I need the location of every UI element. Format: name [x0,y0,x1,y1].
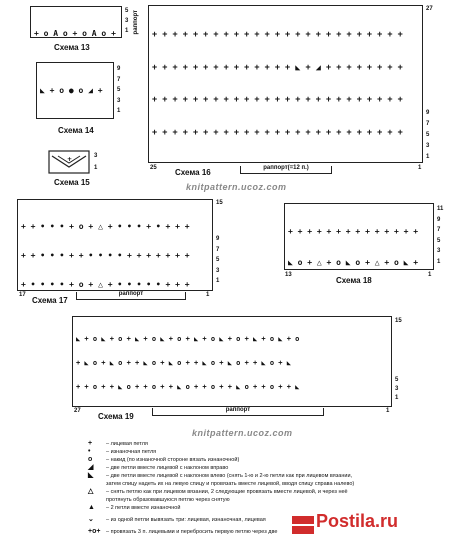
row-number: 11 [437,206,444,212]
row-number: 9 [117,66,121,72]
chart-15-row-numbers [94,150,97,174]
rapport-label: раппорт [225,407,251,413]
chart-18-row: + + + + + + + + + + + + + + [288,226,419,236]
postila-logo [292,511,452,541]
row-number: 1 [117,108,121,114]
chart-13-title: Схема 13 [54,43,90,52]
chart-17-left-stitch-number: 17 [19,292,26,298]
svg-text:+: + [67,156,73,163]
row-number: 5 [216,257,220,263]
chart-19-right-stitch-number: 1 [386,408,390,414]
legend-text: – 2 петли вместе изнаночной [106,505,181,511]
row-number: 1 [437,258,441,265]
row-number: 1 [395,395,399,401]
row-number: 5 [395,377,399,383]
legend-text: – из одной петли вывязать три: лицевая, изнаночная, лицевая [106,517,266,523]
chart-15-symbol [48,150,90,174]
chart-16-title: Схема 16 [175,168,211,177]
legend-text: – изнаночная петля [106,449,157,455]
row-number: 1 [94,165,98,171]
chart-17-top-row-number: 15 [216,200,223,206]
chart-18-right-stitch-number: 1 [428,272,432,278]
row-number: 9 [426,110,430,116]
row-number: 3 [117,97,121,104]
chart-17-row: + + • • • + o + △ + • • • + • + + + [21,221,190,231]
chart-13-rapport: раппорт [133,10,139,35]
chart-16-row: + + + + + + + + + + + + + + + + + + + + + + + + + [152,29,403,40]
k2tog-right-icon: ◢ [88,464,94,471]
chart-17 [17,199,213,291]
rapport-label: раппорт [118,291,144,297]
chart-19-row-numbers [395,376,398,403]
legend-item [88,440,356,448]
chart-19-title: Схема 19 [98,412,134,421]
row-number: 3 [216,267,220,274]
legend-item [88,448,356,456]
row-number: 5 [426,132,430,138]
yarn-over-icon: o [88,456,93,463]
row-number: 5 [125,8,129,14]
row-number: 3 [426,143,430,149]
chart-14-row: ◣ + o ● o ◢ + [40,86,103,95]
chart-19-rapport [152,408,324,416]
watermark-2: knitpattern.ucoz.com [192,428,293,438]
legend-text: – лицевая петля [106,441,148,447]
chart-14-title: Схема 14 [58,126,94,135]
legend-text: – накид (по изнаночной стороне вязать изнаночной) [106,457,240,463]
chart-18 [284,203,434,270]
chart-18-left-stitch-number: 13 [285,272,292,278]
legend-item [88,464,356,472]
logo-bar-icon [292,526,314,534]
row-number: 7 [437,227,441,234]
p2tog-icon: ▲ [88,504,95,511]
chart-15 [48,150,90,174]
chart-17-row: + • • • • + o + △ + • • • • • + + + [21,280,190,290]
chart-19-row: + + o + + ◣ o + + o + + ◣ o + + o + + ◣ o + + o + + ◣ [76,383,300,391]
legend-item [88,488,356,504]
legend-text: – снять петлю как при лицевом вязании, 2 следующие провязать вместе лицевой, и через неё протянуть образовавшуюся петлю через снятую [106,489,348,503]
row-number: 3 [125,18,129,24]
row-number: 3 [94,153,98,159]
chart-14 [36,62,114,119]
chart-16-row: + + + + + + + + + + + + + + + + + + + + + + + + + [152,95,403,106]
chart-19-top-row-number: 15 [395,318,402,324]
knit-stitch-icon: + [88,440,93,447]
k2tog-left-icon: ◣ [88,472,94,479]
chart-19-left-stitch-number: 27 [74,408,81,414]
sk2p-icon: △ [88,488,94,495]
row-number: 5 [117,87,121,93]
chart-18-row-numbers [437,204,443,268]
logo-bar-icon [292,516,314,524]
row-number: 5 [437,237,441,244]
chart-17-rapport [76,292,186,300]
chart-15-title: Схема 15 [54,178,90,187]
chart-16-rapport [240,166,332,174]
row-number: 7 [426,121,430,127]
chart-17-row: + + • • • + + • • • • + + + + + + + [21,250,190,260]
chart-14-row-numbers [117,64,120,117]
row-number: 1 [216,278,220,284]
legend-text: – две петли вместе лицевой с наклоном влево (снять 1-ю и 2-ю петли как при лицевом вязании, затем спицу надеть их на левую спицу и провязать вместе лицевой, вводя спицу справа налево) [106,473,355,487]
legend-item [88,456,356,464]
chart-16-left-stitch-number: 25 [150,165,157,171]
watermark: knitpattern.ucoz.com [186,182,287,192]
postila-brand: Postila.ru [316,511,399,531]
chart-17-right-stitch-number: 1 [206,292,210,298]
chart-13-row: + o A o + o A o + [34,29,116,38]
chart-16-row-numbers [426,108,429,163]
increase-three-icon: ⌄ [88,516,94,523]
chart-14-row [40,118,110,120]
chart-17-title: Схема 17 [32,296,68,305]
purl-stitch-icon: • [88,448,91,455]
chart-16-right-stitch-number: 1 [418,165,422,171]
chart-16-row: + + + + + + + + + + + + + + + + + + + + + + + + + [152,127,403,138]
pass-over-icon: +o+ [88,528,101,535]
chart-16 [148,5,423,163]
chart-16-row: + + + + + + + + + + + + + + ◣ + ◢ + + + + + + + + [152,62,403,73]
chart-19-row: ◣ + o ◣ + o + ◣ + o ◣ + o + ◣ + o ◣ + o + ◣ + o ◣ + o [76,335,300,343]
chart-17-row-numbers [216,234,219,287]
row-number: 9 [216,236,220,242]
row-number: 7 [117,76,121,83]
row-number: 1 [125,28,129,34]
legend-text: – провязать 3 п. лицевыми и перебросить первую петлю через две [106,529,278,535]
row-number: 1 [426,154,430,160]
chart-13 [30,6,122,38]
chart-16-top-row-number: 27 [426,6,433,12]
chart-18-row: ◣ o + △ + o ◣ o + △ + o ◣ + [288,258,419,268]
row-number: 3 [437,248,441,255]
row-number: 7 [216,246,220,253]
chart-16-row [152,161,419,163]
chart-18-title: Схема 18 [336,276,372,285]
chart-13-row-numbers [125,6,128,36]
legend-item [88,472,356,488]
row-number: 9 [437,216,441,223]
chart-19 [72,316,392,407]
legend-text: – две петли вместе лицевой с наклоном вправо [106,465,229,471]
chart-19-row: + ◣ o + ◣ o + + ◣ o + ◣ o + + ◣ o + ◣ o + + ◣ o + ◣ [76,359,291,367]
row-number: 3 [395,386,399,392]
rapport-label: раппорт(=12 п.) [263,165,309,171]
